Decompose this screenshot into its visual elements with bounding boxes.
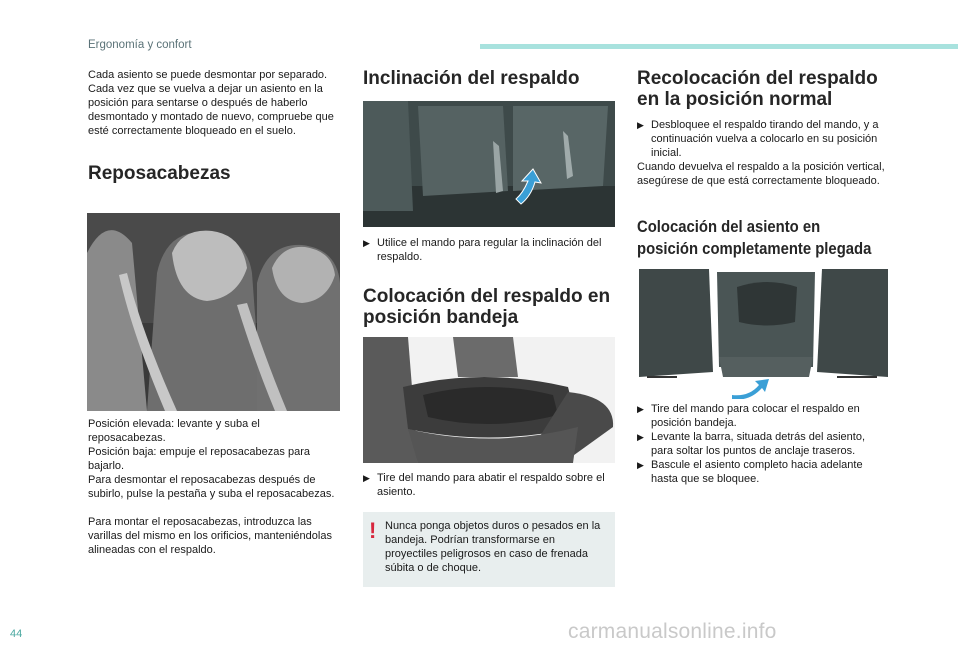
headrest-title: Reposacabezas xyxy=(88,163,231,184)
bullet-arrow-icon: ▶ xyxy=(363,473,370,483)
warning-text: Nunca ponga objetos duros o pesados en la bandeja. Podrían transformarse en proyectiles peligrosos en caso de frenada súbita o de choque. xyxy=(385,520,601,574)
warning-icon: ! xyxy=(369,518,377,543)
fold-instruction-1: ▶ Tire del mando para colocar el respaldo en posición bandeja. xyxy=(637,403,860,429)
bullet-arrow-icon: ▶ xyxy=(363,238,370,248)
page-number: 44 xyxy=(10,628,23,640)
bullet-arrow-icon: ▶ xyxy=(637,120,644,130)
bullet-arrow-icon: ▶ xyxy=(637,460,644,470)
headrest-body-1: Posición elevada: levante y suba el reposacabezas. xyxy=(88,418,260,444)
bullet-arrow-icon: ▶ xyxy=(637,432,644,442)
headrest-body-4: Para montar el reposacabezas, introduzca las varillas del mismo en los orificios, manteniéndolas alineadas con el respaldo. xyxy=(88,516,332,556)
fold-image xyxy=(637,267,890,399)
restore-instruction: ▶ Desbloquee el respaldo tirando del mando, y a continuación vuelva a colocarlo en su posición inicial. xyxy=(637,119,879,159)
bullet-arrow-icon: ▶ xyxy=(637,404,644,414)
recline-image xyxy=(363,101,615,227)
section-label: Ergonomía y confort xyxy=(88,39,192,51)
fold-title: Colocación del asiento en posición completamente plegada xyxy=(637,218,872,258)
recline-instruction: ▶ Utilice el mando para regular la inclinación del respaldo. xyxy=(363,237,602,263)
watermark: carmanualsonline.info xyxy=(568,620,777,643)
headrest-body-3: Para desmontar el reposacabezas después de subirlo, pulse la pestaña y suba el reposacabezas. xyxy=(88,474,335,500)
warning-box xyxy=(363,512,615,587)
headrest-image xyxy=(87,213,340,411)
tray-image xyxy=(363,337,615,463)
recline-title: Inclinación del respaldo xyxy=(363,68,580,89)
tray-instruction: ▶ Tire del mando para abatir el respaldo sobre el asiento. xyxy=(363,472,605,498)
tray-title: Colocación del respaldo en posición bandeja xyxy=(363,286,611,328)
intro-paragraph: Cada asiento se puede desmontar por separado. Cada vez que se vuelva a dejar un asiento en la posición para sentarse o después de haberlo desmontado y montado de nuevo, compruebe que esté correctamente bloqueado en el suelo. xyxy=(88,69,334,137)
fold-instruction-2: ▶ Levante la barra, situada detrás del asiento, para soltar los puntos de anclaje traseros. xyxy=(637,431,866,457)
restore-title: Recolocación del respaldo en la posición normal xyxy=(637,68,878,110)
restore-body: Cuando devuelva el respaldo a la posición vertical, asegúrese de que está correctamente bloqueado. xyxy=(637,161,885,187)
fold-instruction-3: ▶ Bascule el asiento completo hacia adelante hasta que se bloquee. xyxy=(637,459,863,485)
header-accent-bar xyxy=(480,44,958,49)
headrest-body-2: Posición baja: empuje el reposacabezas para bajarlo. xyxy=(88,446,310,472)
